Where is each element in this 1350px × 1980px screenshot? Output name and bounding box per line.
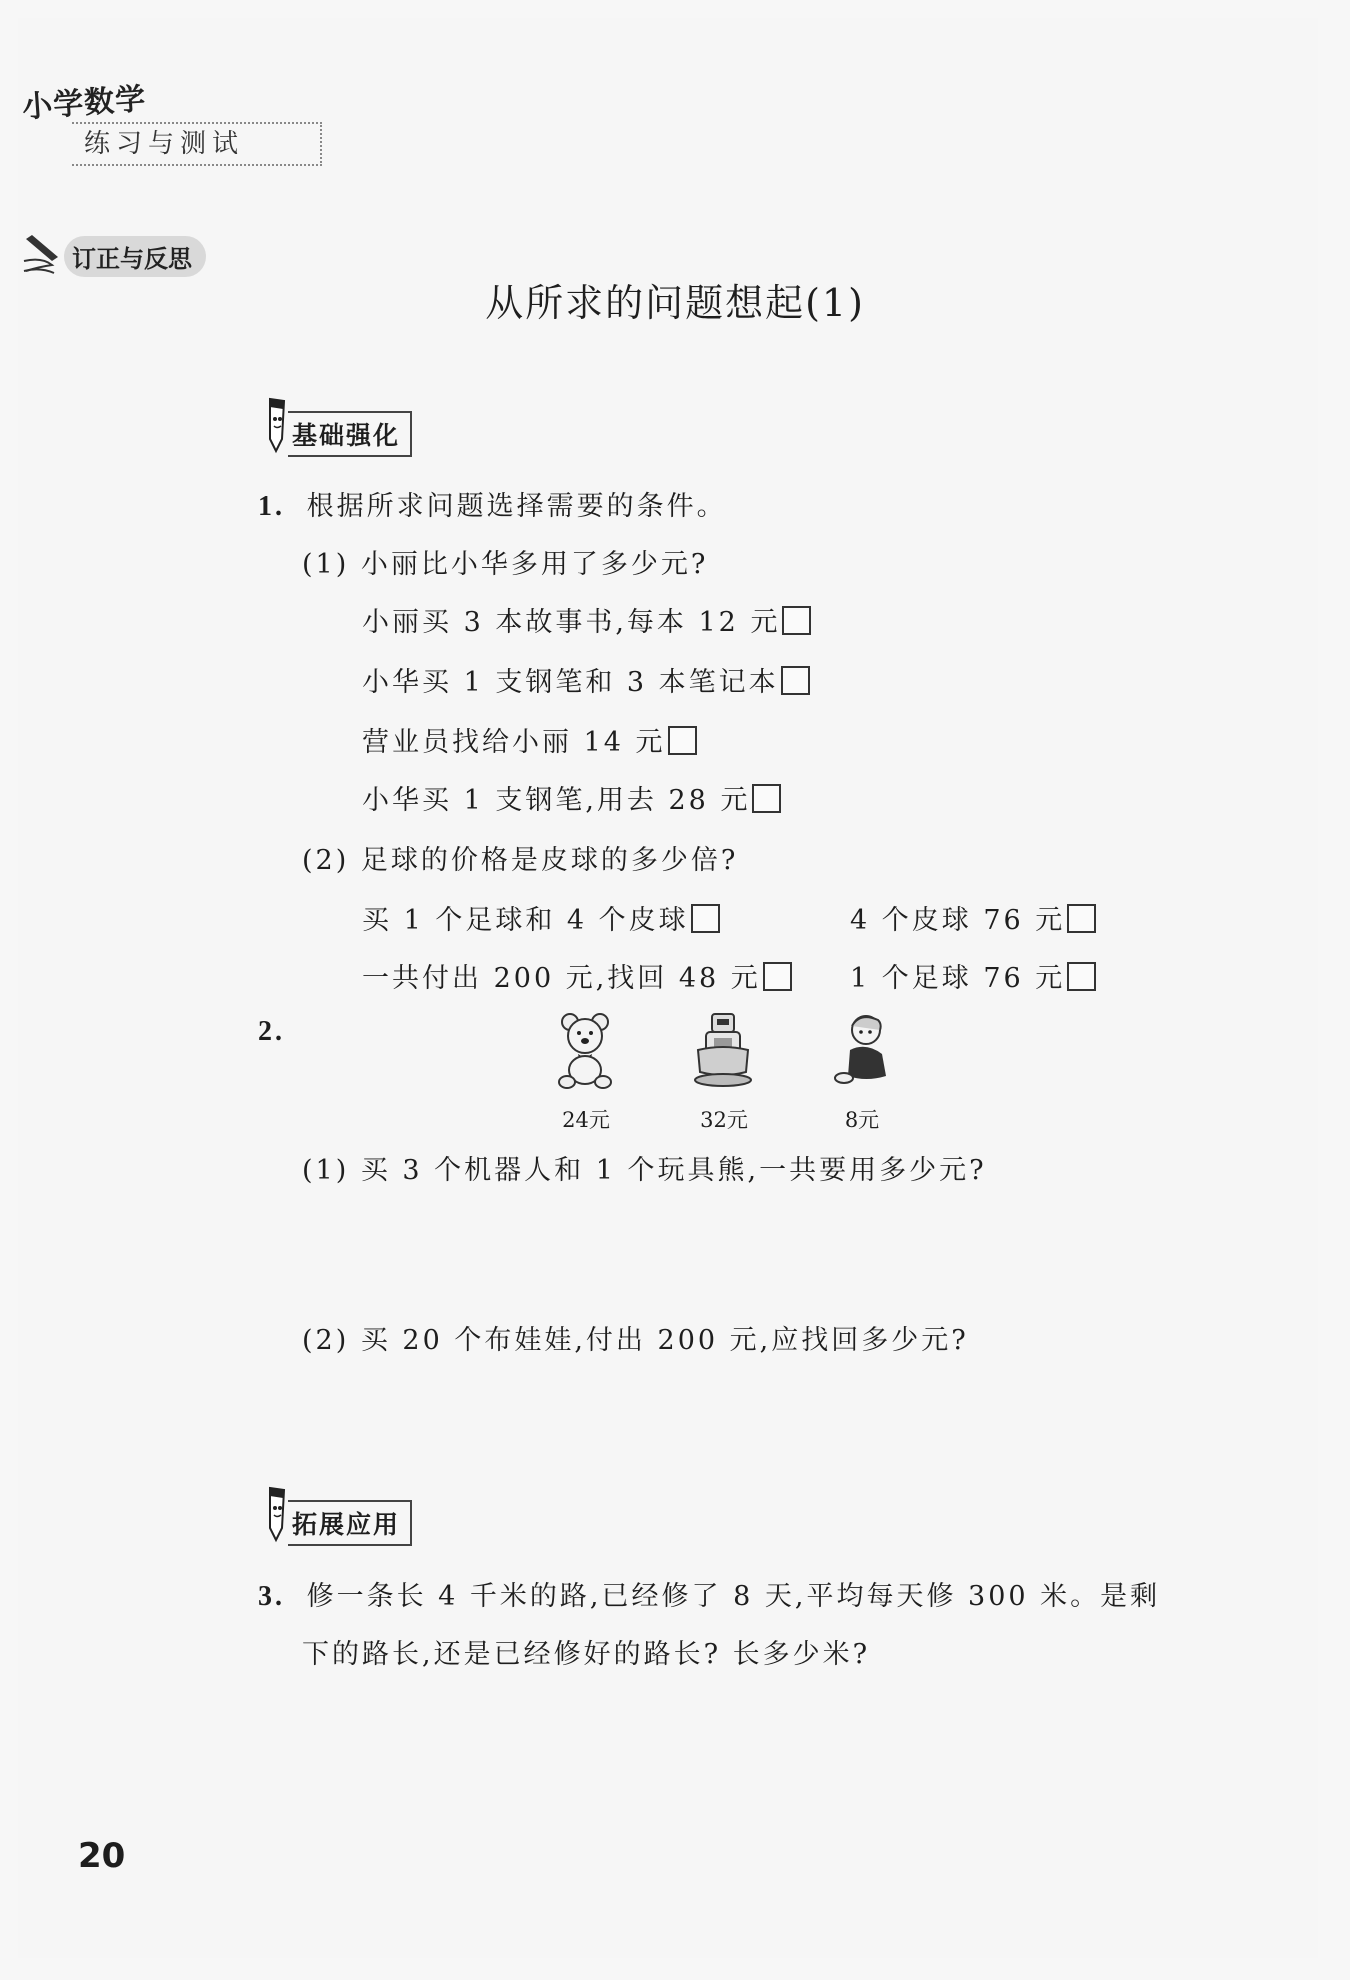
option-row	[850, 898, 1096, 937]
question-2-part-2: (2) 买 20 个布娃娃,付出 200 元,应找回多少元?	[302, 1325, 969, 1356]
question-1-part-2: (2) 足球的价格是皮球的多少倍?	[302, 845, 739, 876]
question-2-number: 2.	[258, 1016, 285, 1047]
correction-label: 订正与反思	[64, 236, 206, 277]
option-row	[362, 898, 720, 937]
option-text: 4 个皮球 76 元	[850, 905, 1066, 936]
question-3-line-1: 修一条长 4 千米的路,已经修了 8 天,平均每天修 300 米。是剩	[306, 1581, 1161, 1612]
option-row	[362, 778, 781, 817]
price-label: 32元	[700, 1108, 748, 1132]
answer-checkbox[interactable]	[1067, 962, 1096, 991]
answer-checkbox[interactable]	[668, 726, 697, 755]
pencil-icon	[262, 395, 290, 457]
answer-checkbox[interactable]	[763, 962, 792, 991]
page-number: 20	[78, 1836, 126, 1876]
section-extend-label: 拓展应用	[288, 1500, 412, 1546]
option-text: 小丽买 3 本故事书,每本 12 元	[362, 607, 781, 638]
option-text: 买 1 个足球和 4 个皮球	[362, 905, 689, 936]
brand-subtitle: 练习与测试	[72, 122, 322, 166]
pencil-icon	[262, 1484, 290, 1546]
question-2-part-1: (1) 买 3 个机器人和 1 个玩具熊,一共要用多少元?	[302, 1155, 987, 1186]
option-text: 1 个足球 76 元	[850, 963, 1066, 994]
answer-checkbox[interactable]	[691, 904, 720, 933]
option-text: 小华买 1 支钢笔和 3 本笔记本	[362, 667, 779, 698]
question-3-number: 3.	[258, 1581, 285, 1612]
answer-checkbox[interactable]	[781, 666, 810, 695]
question-1-part-1: (1) 小丽比小华多用了多少元?	[302, 549, 709, 580]
robot-icon	[690, 1010, 756, 1090]
section-basic	[262, 395, 412, 457]
option-row	[850, 956, 1096, 995]
option-text: 一共付出 200 元,找回 48 元	[362, 963, 761, 994]
option-text: 小华买 1 支钢笔,用去 28 元	[362, 785, 751, 816]
answer-checkbox[interactable]	[1067, 904, 1096, 933]
option-row	[362, 660, 810, 699]
answer-checkbox[interactable]	[782, 606, 811, 635]
option-row	[362, 956, 792, 995]
question-3	[258, 1574, 1160, 1613]
option-row	[362, 600, 811, 639]
page-title: 从所求的问题想起(1)	[485, 281, 865, 325]
option-row	[362, 720, 697, 759]
question-1	[258, 484, 727, 523]
question-3-line-2: 下的路长,还是已经修好的路长? 长多少米?	[302, 1639, 871, 1670]
section-extend	[262, 1484, 412, 1546]
option-text: 营业员找给小丽 14 元	[362, 727, 666, 758]
question-1-text: 根据所求问题选择需要的条件。	[306, 491, 727, 522]
doll-icon	[830, 1010, 896, 1090]
price-label: 8元	[844, 1108, 880, 1132]
price-label: 24元	[562, 1108, 610, 1132]
teddy-bear-icon	[552, 1010, 618, 1090]
brand-title: 小学数学	[21, 81, 148, 126]
question-2	[258, 1016, 285, 1048]
answer-checkbox[interactable]	[752, 784, 781, 813]
question-1-number: 1.	[258, 491, 285, 522]
section-basic-label: 基础强化	[288, 411, 412, 457]
